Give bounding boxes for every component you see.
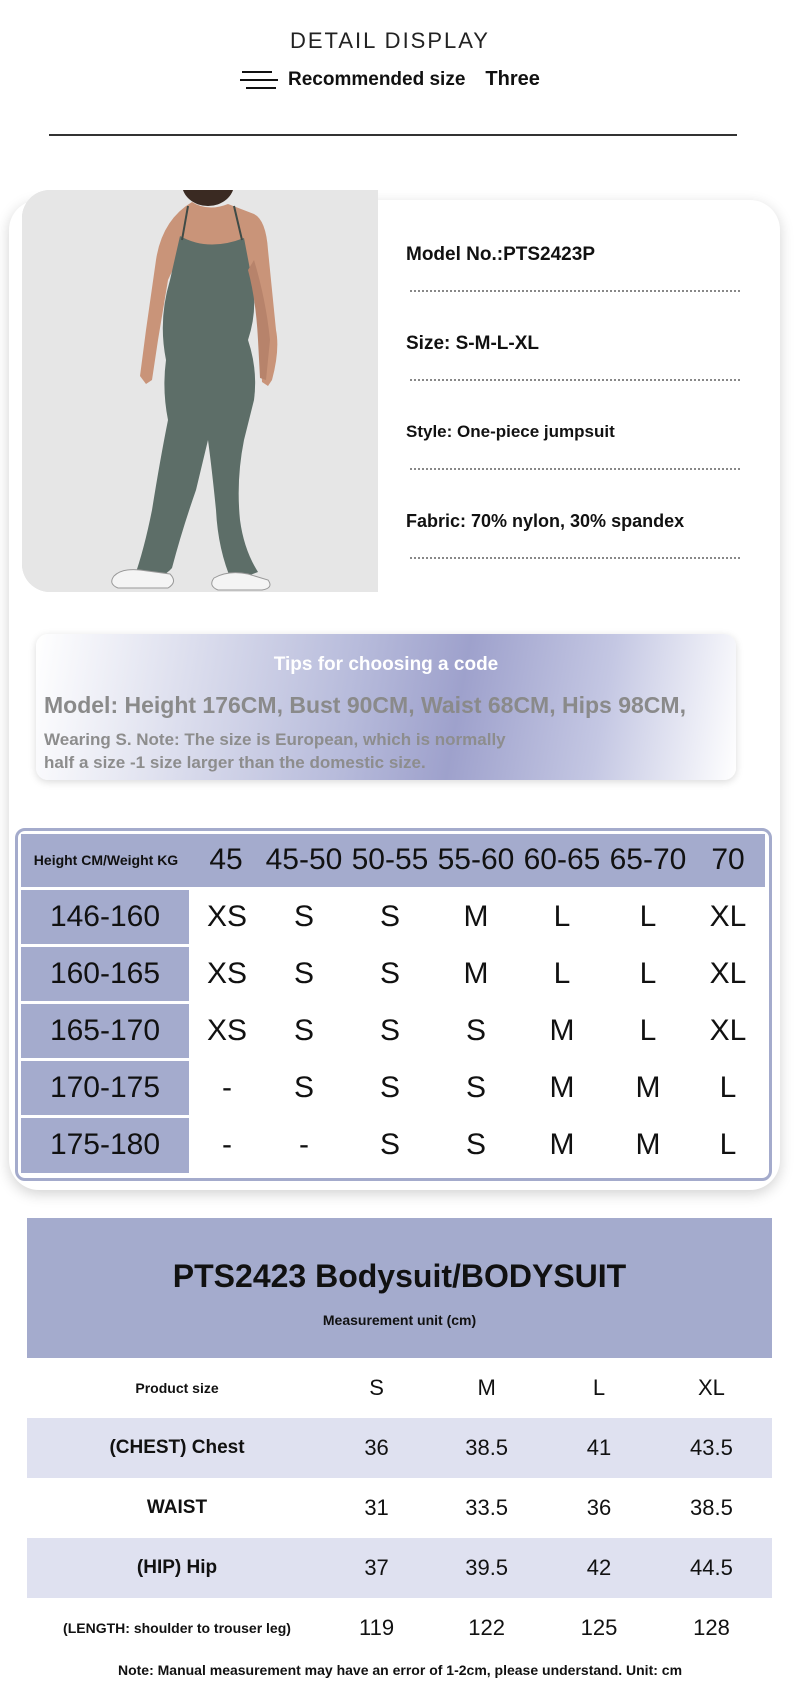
size-cell: S bbox=[347, 1002, 433, 1059]
size-cell: S bbox=[347, 1116, 433, 1173]
measurement-value: 39.5 bbox=[426, 1538, 547, 1598]
size-cell: S bbox=[347, 888, 433, 945]
measurement-title: PTS2423 Bodysuit/BODYSUIT bbox=[172, 1258, 627, 1294]
measurement-value: 31 bbox=[364, 1495, 389, 1520]
size-cell: XL bbox=[691, 1002, 765, 1059]
measurement-value: 38.5 bbox=[426, 1418, 547, 1478]
measurement-value: 36 bbox=[586, 1495, 612, 1520]
tips-title: Tips for choosing a code bbox=[273, 654, 499, 675]
tips-note bbox=[44, 728, 564, 774]
table-row bbox=[27, 1598, 772, 1658]
recommended-size-count: Three bbox=[485, 68, 540, 90]
dotted-divider bbox=[410, 468, 740, 470]
weight-header: 50-55 bbox=[347, 834, 433, 888]
table-row bbox=[21, 1059, 765, 1116]
size-cell: L bbox=[691, 1116, 765, 1173]
fabric-text: Fabric: 70% nylon, 30% spandex bbox=[406, 511, 685, 531]
size-cell: M bbox=[433, 945, 519, 1002]
size-cell: S bbox=[433, 1059, 519, 1116]
size-cell: M bbox=[519, 1059, 605, 1116]
weight-header: 65-70 bbox=[605, 834, 691, 888]
table-row bbox=[21, 888, 765, 945]
table-row bbox=[21, 1116, 765, 1173]
size-column-header: XL bbox=[698, 1375, 725, 1400]
size-cell: XS bbox=[191, 888, 261, 945]
measurement-value: 125 bbox=[580, 1615, 618, 1640]
measurement-label: (CHEST) Chest bbox=[27, 1418, 327, 1478]
measurement-header-row bbox=[27, 1358, 772, 1418]
size-cell: S bbox=[261, 1059, 347, 1116]
size-cell: M bbox=[519, 1116, 605, 1173]
size-column-header: L bbox=[592, 1375, 606, 1400]
tips-note-line-1: Wearing S. Note: The size is European, which is normally bbox=[44, 730, 506, 749]
size-cell: L bbox=[605, 1002, 691, 1059]
size-chart-table bbox=[21, 834, 765, 1173]
size-cell: M bbox=[519, 1002, 605, 1059]
dotted-divider bbox=[410, 379, 740, 381]
size-cell: S bbox=[347, 1059, 433, 1116]
measurement-value: 43.5 bbox=[651, 1418, 772, 1478]
measurement-label: (HIP) Hip bbox=[27, 1538, 327, 1598]
size-cell: L bbox=[691, 1059, 765, 1116]
spec-style bbox=[400, 410, 740, 499]
measurement-value: 36 bbox=[327, 1418, 426, 1478]
measurement-value: 128 bbox=[693, 1615, 730, 1640]
weight-header: 45 bbox=[191, 834, 261, 888]
measurement-value: 42 bbox=[547, 1538, 651, 1598]
product-spec-list bbox=[400, 232, 740, 588]
size-cell: XS bbox=[191, 945, 261, 1002]
size-chart bbox=[15, 828, 772, 1181]
size-cell: S bbox=[433, 1116, 519, 1173]
table-row bbox=[21, 945, 765, 1002]
measurement-label: (LENGTH: shoulder to trouser leg) bbox=[63, 1620, 291, 1636]
size-cell: S bbox=[347, 945, 433, 1002]
size-cell: L bbox=[519, 945, 605, 1002]
recommended-size-label: Recommended size bbox=[288, 68, 466, 90]
page-title: DETAIL DISPLAY bbox=[290, 28, 490, 53]
size-cell: S bbox=[261, 945, 347, 1002]
size-cell: S bbox=[433, 1002, 519, 1059]
size-cell: M bbox=[605, 1116, 691, 1173]
tips-note-line-2: half a size -1 size larger than the domestic size. bbox=[44, 753, 426, 772]
spec-size bbox=[400, 321, 740, 410]
measurement-value: 37 bbox=[327, 1538, 426, 1598]
size-cell: L bbox=[605, 945, 691, 1002]
size-text: Size: S-M-L-XL bbox=[406, 333, 539, 354]
measurement-value: 33.5 bbox=[465, 1495, 509, 1520]
recommended-size-heading bbox=[240, 68, 540, 91]
measurement-value: 119 bbox=[359, 1615, 395, 1640]
table-row bbox=[21, 1002, 765, 1059]
weight-header: 60-65 bbox=[519, 834, 605, 888]
measurement-unit: Measurement unit (cm) bbox=[322, 1312, 477, 1328]
model-number-text: Model No.:PTS2423P bbox=[406, 244, 595, 265]
table-row bbox=[27, 1478, 772, 1538]
measurement-label: WAIST bbox=[146, 1497, 208, 1518]
measurement-footnote: Note: Manual measurement may have an error of 1-2cm, please understand. Unit: cm bbox=[117, 1662, 683, 1678]
size-cell: M bbox=[433, 888, 519, 945]
dotted-divider bbox=[410, 290, 740, 292]
measurement-value: 38.5 bbox=[690, 1495, 733, 1520]
menu-lines-icon bbox=[240, 69, 278, 91]
size-tips-box bbox=[36, 634, 736, 780]
style-text: Style: One-piece jumpsuit bbox=[406, 422, 615, 441]
tips-model-measurements: Model: Height 176CM, Bust 90CM, Waist 68CM, Hips 98CM, bbox=[44, 692, 686, 718]
measurement-value: 122 bbox=[468, 1615, 505, 1640]
height-range: 146-160 bbox=[21, 888, 191, 945]
spec-fabric bbox=[400, 499, 740, 588]
size-cell: XL bbox=[691, 945, 765, 1002]
size-cell: XS bbox=[191, 1002, 261, 1059]
size-cell: - bbox=[261, 1116, 347, 1173]
size-chart-corner: Height CM/Weight KG bbox=[21, 834, 191, 888]
product-size-label: Product size bbox=[135, 1380, 219, 1396]
measurement-header bbox=[27, 1218, 772, 1358]
weight-header: 45-50 bbox=[261, 834, 347, 888]
table-row bbox=[27, 1538, 772, 1598]
height-range: 175-180 bbox=[21, 1116, 191, 1173]
size-cell: L bbox=[519, 888, 605, 945]
size-column-header: S bbox=[369, 1375, 384, 1400]
size-column-header: M bbox=[477, 1375, 496, 1400]
size-cell: S bbox=[261, 888, 347, 945]
measurement-table bbox=[27, 1358, 772, 1658]
size-cell: - bbox=[191, 1116, 261, 1173]
table-row bbox=[27, 1418, 772, 1478]
model-jumpsuit-illustration bbox=[22, 190, 378, 592]
height-range: 165-170 bbox=[21, 1002, 191, 1059]
weight-header: 70 bbox=[691, 834, 765, 888]
spec-model-number bbox=[400, 232, 740, 321]
product-photo bbox=[22, 190, 378, 592]
header-divider bbox=[49, 134, 737, 136]
size-cell: M bbox=[605, 1059, 691, 1116]
measurement-value: 44.5 bbox=[651, 1538, 772, 1598]
size-cell: S bbox=[261, 1002, 347, 1059]
size-chart-header-row bbox=[21, 834, 765, 888]
size-cell: - bbox=[191, 1059, 261, 1116]
height-range: 170-175 bbox=[21, 1059, 191, 1116]
size-cell: L bbox=[605, 888, 691, 945]
measurement-value: 41 bbox=[547, 1418, 651, 1478]
height-range: 160-165 bbox=[21, 945, 191, 1002]
size-cell: XL bbox=[691, 888, 765, 945]
dotted-divider bbox=[410, 557, 740, 559]
weight-header: 55-60 bbox=[433, 834, 519, 888]
